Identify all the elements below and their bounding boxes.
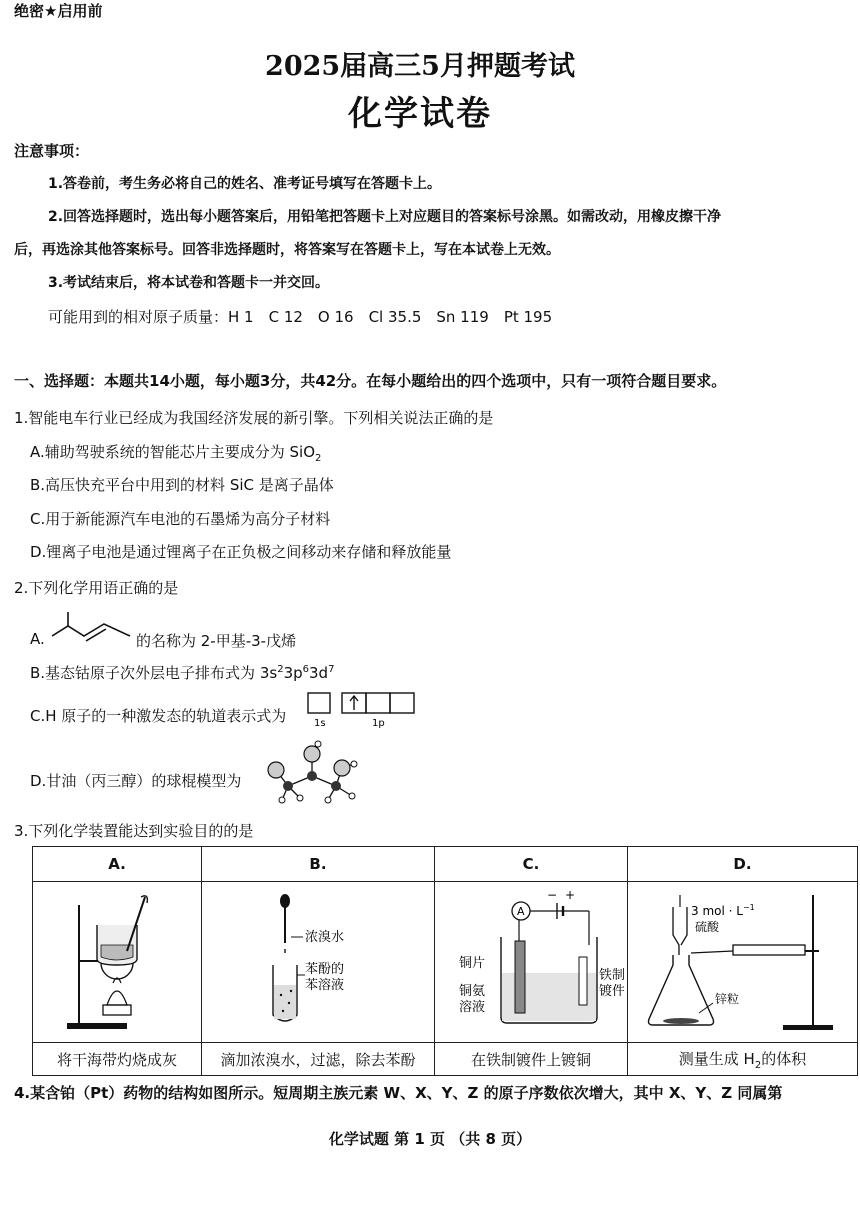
table-header-c: C. [435,847,628,882]
atomic-mass-line: 可能用到的相对原子质量：H 1 C 12 O 16 Cl 35.5 Sn 119 Pt 195 [48,308,553,326]
question-1-option-b: B.高压快充平台中用到的材料 SiC 是离子晶体 [30,476,334,494]
question-2-option-c: C.H 原子的一种激发态的轨道表示式为 [30,707,287,725]
question-2-option-a-prefix: A. [30,630,45,648]
notice-item-2: 2.回答选择题时，选出每小题答案后，用铅笔把答题卡上对应题目的答案标号涂黑。如需改动，用橡皮擦干净 [48,209,722,225]
secret-label: 绝密★启用前 [14,2,103,20]
label-sulfuric-acid: 硫酸 [694,920,719,934]
subject-title: 化学试卷 [348,94,492,134]
apparatus-c-cell [435,882,628,1043]
label-benzene-solution: 苯溶液 [305,978,345,993]
label-acid-conc: 3 mol · $L^{-1}$ [690,903,755,918]
caption-d-sub: 2 [754,1059,762,1071]
question-1-stem: 1.智能电车行业已经成为我国经济发展的新引擎。下列相关说法正确的是 [14,409,494,427]
label-cuprammonium: 铜氨 [458,984,485,999]
table-header-a: A. [33,847,202,882]
caption-d-tail: 的体积 [761,1049,807,1068]
notice-item-2-cont: 后，再选涂其他答案标号。回答非选择题时，将答案写在答题卡上，写在本试卷上无效。 [14,242,560,258]
question-4-stem: 4.某含铂（Pt）药物的结构如图所示。短周期主族元素 W、X、Y、Z 的原子序数依次增大，其中 X、Y、Z 同属第 [14,1084,783,1102]
electroplating-apparatus-icon [439,885,624,1035]
test-tube-apparatus-icon [243,885,393,1035]
label-copper-sheet: 铜片 [458,956,485,971]
skeletal-formula-icon [48,612,138,652]
apparatus-a-cell [33,882,202,1043]
table-header-b: B. [202,847,435,882]
question-2-option-b [30,662,334,683]
option-b-sup-p: 6 [302,664,310,675]
experiment-table [32,846,858,1076]
label-phenol: 苯酚的 [305,962,345,977]
burning-apparatus-icon [57,885,177,1035]
question-1-option-d: D.锂离子电池是通过锂离子在正负极之间移动来存储和释放能量 [30,543,452,561]
negative-sign: − [546,888,557,902]
option-b-p: 3p [283,664,303,682]
page-footer: 化学试题 第 1 页 （共 8 页） [328,1130,532,1148]
section-heading: 一、选择题：本题共14小题，每小题3分，共42分。在每小题给出的四个选项中，只有一项符合题目要求。 [14,372,727,390]
orbital-label-1s: 1s [314,718,326,728]
question-1-option-c: C.用于新能源汽车电池的石墨烯为高分子材料 [30,510,331,528]
option-a-sub: 2 [315,453,322,464]
question-1-option-a [30,441,321,464]
option-a-text: A.辅助驾驶系统的智能芯片主要成分为 SiO [30,443,316,461]
exam-title: 2025届高三5月押题考试 [265,51,575,82]
caption-d [628,1043,858,1076]
question-2-option-a-suffix: 的名称为 2-甲基-3-戊烯 [136,632,297,650]
option-b-sup-d: 7 [328,664,335,675]
notice-item-1: 1.答卷前，考生务必将自己的姓名、准考证号填写在答题卡上。 [48,176,442,192]
ammeter-label: A [516,905,525,918]
option-b-d: 3d [309,664,329,682]
table-header-d: D. [628,847,858,882]
label-bromine-water: 浓溴水 [305,930,345,945]
notices-title: 注意事项： [14,142,90,160]
apparatus-b-cell [202,882,435,1043]
caption-c: 在铁制镀件上镀铜 [435,1043,628,1076]
label-solution: 溶液 [458,1000,485,1015]
glycerol-ball-stick-icon [262,740,362,806]
option-b-text: B.基态钴原子次外层电子排布式为 3s [30,664,278,682]
caption-d-text: 测量生成 H [678,1049,755,1068]
label-plated-part: 镀件 [598,984,624,999]
gas-volume-apparatus-icon [633,885,853,1035]
orbital-label-1p: 1p [372,718,385,728]
apparatus-d-cell [628,882,858,1043]
question-2-stem: 2.下列化学用语正确的是 [14,579,179,597]
notice-item-3: 3.考试结束后，将本试卷和答题卡一并交回。 [48,275,330,291]
caption-b: 滴加浓溴水，过滤，除去苯酚 [202,1043,435,1076]
option-b-sup-s: 2 [277,664,284,675]
caption-a: 将干海带灼烧成灰 [33,1043,202,1076]
label-zinc-granules: 锌粒 [714,992,739,1006]
positive-sign: + [564,888,575,902]
question-2-option-d: D.甘油（丙三醇）的球棍模型为 [30,772,242,790]
orbital-diagram-icon [306,692,418,728]
label-iron: 铁制 [598,968,624,983]
question-3-stem: 3.下列化学装置能达到实验目的的是 [14,822,254,840]
